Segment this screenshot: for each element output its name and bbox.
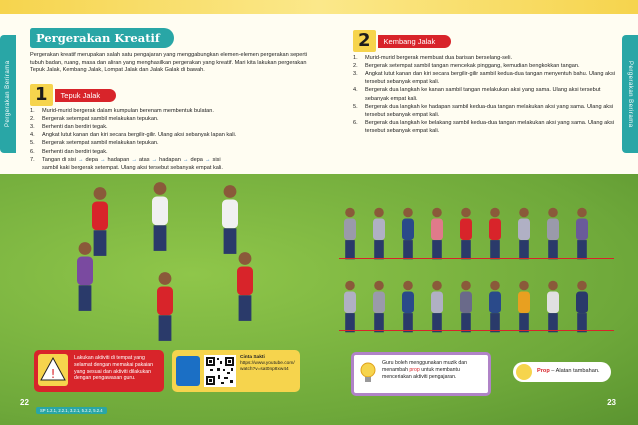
step-text: Murid-murid bergerak membuat dua barisan berselang-seli. xyxy=(365,55,513,61)
step-number: 4. xyxy=(353,87,358,94)
teacher-note-part1: Guru boleh menggunakan muzik dan menambah xyxy=(382,360,468,374)
subheading-number: 2 xyxy=(353,30,376,52)
dancer-figure xyxy=(489,281,501,333)
prop-definition xyxy=(537,368,600,374)
dancer-figure xyxy=(518,208,530,260)
step-item xyxy=(353,62,615,70)
qr-title: Cinta Sakti xyxy=(240,355,265,360)
section-title: Pergerakan Kreatif xyxy=(30,28,174,48)
movement-word: atas xyxy=(138,156,150,163)
movement-word: sisi xyxy=(212,156,221,163)
dancer-figure xyxy=(344,281,356,333)
dancer-figure xyxy=(460,281,472,333)
qr-link[interactable]: https://www.youtube.com/watch?v=sat0np8xw44 xyxy=(240,361,295,373)
step-number: 5. xyxy=(30,140,35,147)
movement-word: depa xyxy=(190,156,203,163)
right-page xyxy=(319,0,638,425)
qr-code[interactable] xyxy=(204,355,236,387)
step-tail: sambil kaki bergerak setempat. Ulang aksi tersebut sebanyak empat kali. xyxy=(42,164,223,171)
step-number: 5. xyxy=(353,103,358,110)
movement-word: hadapan xyxy=(107,156,130,163)
step-item xyxy=(30,115,312,123)
step-text: Berhenti dan berdiri tegak. xyxy=(42,124,108,131)
movement-word: depa xyxy=(85,156,98,163)
step-item xyxy=(30,148,312,156)
prop-desc: – Alatan tambahan. xyxy=(549,368,600,374)
prop-label: Prop xyxy=(537,368,550,374)
dancer-figure xyxy=(237,252,253,321)
sp-tag: SP 1.2.1, 2.2.1, 3.2.1, 5.2.2, 5.2.4 xyxy=(36,407,107,414)
dancer-figure xyxy=(431,281,443,333)
safety-text: Lakukan aktiviti di tempat yang selamat dengan memakai pakaian yang sesuai dan aktiviti dilakukan dengan pengawasan guru. xyxy=(74,355,154,382)
page-number-right: 23 xyxy=(607,398,616,407)
prop-icon xyxy=(516,364,532,380)
step-text: Bergerak dua langkah ke hadapan sambil kedua-dua tangan melakukan aksi yang sama. Ulang aksi tersebut sebanyak empat kali. xyxy=(365,103,614,118)
arrow-right-icon: → xyxy=(151,156,158,163)
subheading-label: Tepuk Jalak xyxy=(55,89,117,102)
safety-notice-box xyxy=(34,350,164,392)
dancer-figure xyxy=(373,281,385,333)
dancer-figure xyxy=(77,242,93,311)
step-item xyxy=(30,131,312,139)
step-number: 3. xyxy=(353,71,358,78)
step-number: 6. xyxy=(30,148,35,155)
subheading-number: 1 xyxy=(30,84,53,106)
dancer-figure xyxy=(92,187,108,256)
intro-paragraph: Pergerakan kreatif merupakan salah satu pengajaran yang menggabungkan elemen-elemen pergerakan seperti tubuh badan, ruang, masa dan aliran yang menghasilkan pergerakan yang kreatif. Mari kita lakukan pergerakan Tepuk Jalak, Kembang Jalak, Lompat Jalak dan Jalak Galak di bawah. xyxy=(30,52,308,74)
movement-path-line xyxy=(339,258,614,259)
dancer-figure xyxy=(344,208,356,260)
dancer-figure xyxy=(518,281,530,333)
dancer-figure xyxy=(460,208,472,260)
step-item xyxy=(353,54,615,62)
dancer-figure xyxy=(576,208,588,260)
step-number: 1. xyxy=(30,108,35,114)
page-number-left: 22 xyxy=(20,398,29,407)
step-text: Bergerak dua langkah ke kanan sambil tangan melakukan aksi yang sama. Ulang aksi tersebut sebanyak empat kali. xyxy=(365,87,601,102)
qr-caption xyxy=(240,355,298,374)
step-item xyxy=(30,123,312,131)
step-number: 7. xyxy=(30,156,35,163)
step-number: 3. xyxy=(30,124,35,131)
step-item xyxy=(30,139,312,147)
step-text: Murid-murid bergerak dalam kumpulan berenam membentuk bulatan. xyxy=(42,108,214,114)
dancer-figure xyxy=(576,281,588,333)
tablet-icon xyxy=(176,356,200,386)
teacher-note-part2: untuk membantu menceriakan aktiviti pengajaran. xyxy=(382,367,460,381)
qr-code-box xyxy=(172,350,300,392)
arrow-right-icon: → xyxy=(77,156,84,163)
step-text: Angkat lutut kanan dan kiri secara bergilir-gilir sambil kedua-dua tangan menyentuh bahu. Ulang aksi tersebut sebanyak empat kali. xyxy=(365,71,615,86)
step-number: 2. xyxy=(30,116,35,123)
dancer-figure xyxy=(222,185,238,254)
arrow-right-icon: → xyxy=(204,156,211,163)
step-number: 4. xyxy=(30,132,35,139)
dancer-figure xyxy=(402,208,414,260)
arrow-right-icon: → xyxy=(182,156,189,163)
movement-word: hadapan xyxy=(159,156,181,163)
step-text: Bergerak setempat sambil tangan mencekak pinggang, kemudian bengkokkan tangan. xyxy=(365,63,580,70)
step-number: 6. xyxy=(353,119,358,126)
dancer-figure xyxy=(402,281,414,333)
step-item xyxy=(353,119,615,135)
step-text: Berhenti dan berdiri tegak. xyxy=(42,148,108,155)
side-tab-right: Pergerakan Berirama xyxy=(622,35,638,153)
movement-word: Tangan di sisi xyxy=(42,156,76,163)
step-text: Angkat lutut kanan dan kiri secara bergilir-gilir. Ulang aksi sebanyak lapan kali. xyxy=(42,132,237,139)
dancer-figure xyxy=(547,208,559,260)
step-item xyxy=(353,103,615,119)
step-item xyxy=(353,70,615,86)
dancer-figure xyxy=(152,182,168,251)
step-text: Bergerak setempat sambil melakukan tepukan. xyxy=(42,140,159,147)
step-number: 2. xyxy=(353,63,358,70)
arrow-right-icon: → xyxy=(131,156,137,163)
step-number: 1. xyxy=(353,55,358,61)
dancer-figure xyxy=(373,208,385,260)
teacher-note-prop: prop xyxy=(409,367,420,374)
tepuk-jalak-steps xyxy=(30,107,312,172)
arrow-right-icon: → xyxy=(99,156,106,163)
prop-definition-box xyxy=(513,362,611,382)
step-item xyxy=(30,107,312,115)
safety-warning-icon xyxy=(38,354,68,386)
dancer-figure xyxy=(157,272,173,341)
subheading-label: Kembang Jalak xyxy=(378,35,452,48)
lightbulb-icon xyxy=(359,361,377,385)
kembang-jalak-steps xyxy=(353,54,615,135)
movement-path-line xyxy=(339,330,614,331)
step-text: Bergerak dua langkah ke belakang sambil kedua-dua tangan melakukan aksi yang sama. Ulang aksi tersebut sebanyak empat kali. xyxy=(365,119,615,134)
step-item xyxy=(353,86,615,102)
teacher-note-text xyxy=(382,360,482,381)
subheading-kembang-jalak xyxy=(353,30,451,52)
svg-text:!: ! xyxy=(50,367,56,381)
step-item xyxy=(30,156,312,172)
dancer-figure xyxy=(489,208,501,260)
step-text: Bergerak setempat sambil melakukan tepukan. xyxy=(42,116,159,123)
step-text xyxy=(42,156,223,172)
dancer-figure xyxy=(431,208,443,260)
side-tab-left: Pergerakan Berirama xyxy=(0,35,16,153)
dancer-figure xyxy=(547,281,559,333)
teacher-note-box xyxy=(351,352,491,396)
subheading-tepuk-jalak xyxy=(30,84,116,106)
